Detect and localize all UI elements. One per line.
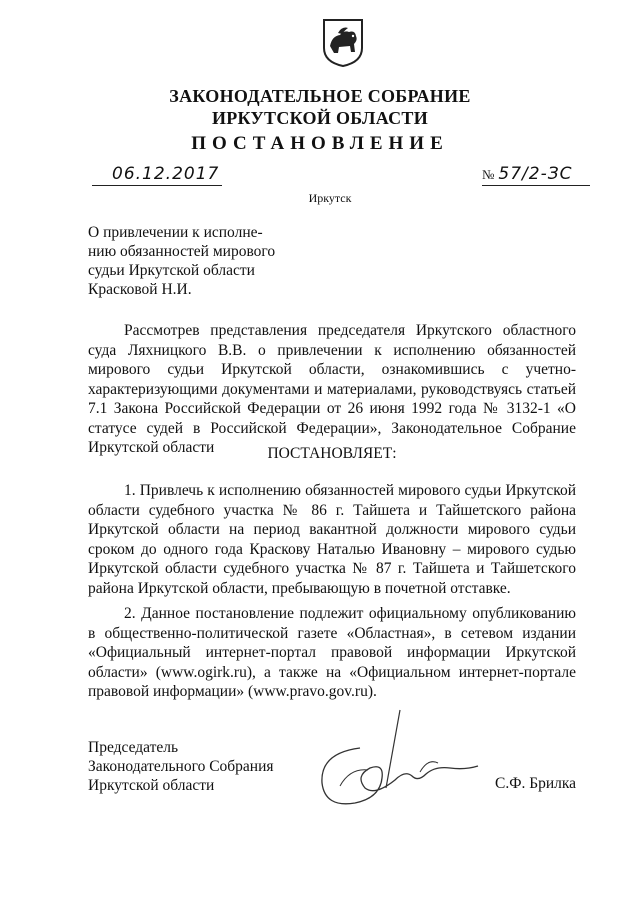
signatory-title-line: Председатель	[88, 739, 179, 756]
document-date: 06.12.2017	[112, 164, 220, 184]
handwritten-signature	[300, 708, 500, 818]
subject-block	[88, 223, 276, 299]
subject-line: Красковой Н.И.	[88, 281, 192, 298]
decree-item-1: 1. Привлечь к исполнению обязанностей мирового судьи Иркутской области судебного участка № 86 г. Тайшета и Тайшетского района Иркутской области на период вакантной должности мирового судьи сроком до одного года Краскову Наталью Ивановну – мирового судью Иркутской области судебного участка № 87 г. Тайшета и Тайшетского района Иркутской области, пребывающую в почетной отставке.	[88, 482, 576, 597]
org-name-line1: ЗАКОНОДАТЕЛЬНОЕ СОБРАНИЕ	[169, 86, 471, 106]
signatory-title-line: Иркутской области	[88, 777, 215, 794]
document-number	[482, 164, 573, 184]
signatory-title	[88, 738, 274, 795]
subject-line: судьи Иркутской области	[88, 262, 255, 279]
doc-type-title: ПОСТАНОВЛЕНИЕ	[191, 133, 449, 154]
number-underline	[482, 185, 590, 186]
subject-line: О привлечении к исполне-	[88, 224, 263, 241]
number-value: 57/2-ЗС	[498, 164, 573, 184]
number-sign: №	[482, 167, 495, 182]
coat-of-arms-icon	[322, 18, 364, 68]
signatory-title-line: Законодательного Собрания	[88, 758, 274, 775]
subject-line: нию обязанностей мирового	[88, 243, 276, 260]
decree-item-2: 2. Данное постановление подлежит официальному опубликованию в общественно-политической газете «Областная», в сетевом издании «Официальный интернет-портал правовой информации Иркутской области» (www.ogirk.ru), а также на «Официальном интернет-портале правовой информации» (www.pravo.gov.ru).	[88, 605, 576, 700]
city-label: Иркутск	[308, 191, 352, 205]
signatory-name: С.Ф. Брилка	[495, 775, 577, 792]
decree-heading: ПОСТАНОВЛЯЕТ:	[267, 445, 397, 462]
org-name-line2: ИРКУТСКОЙ ОБЛАСТИ	[211, 108, 429, 128]
date-underline	[92, 185, 222, 186]
intro-paragraph: Рассмотрев представления председателя Иркутского областного суда Ляхницкого В.В. о привлечении к исполнению обязанностей мирового судьи Иркутской области, ознакомившись с учетно-характеризующими документами и материалами, руководствуясь статьей 7.1 Закона Российской Федерации от 26 июня 1992 года № 3132-1 «О статусе судей в Российской Федерации», Законодательное Собрание Иркутской области	[88, 322, 576, 456]
